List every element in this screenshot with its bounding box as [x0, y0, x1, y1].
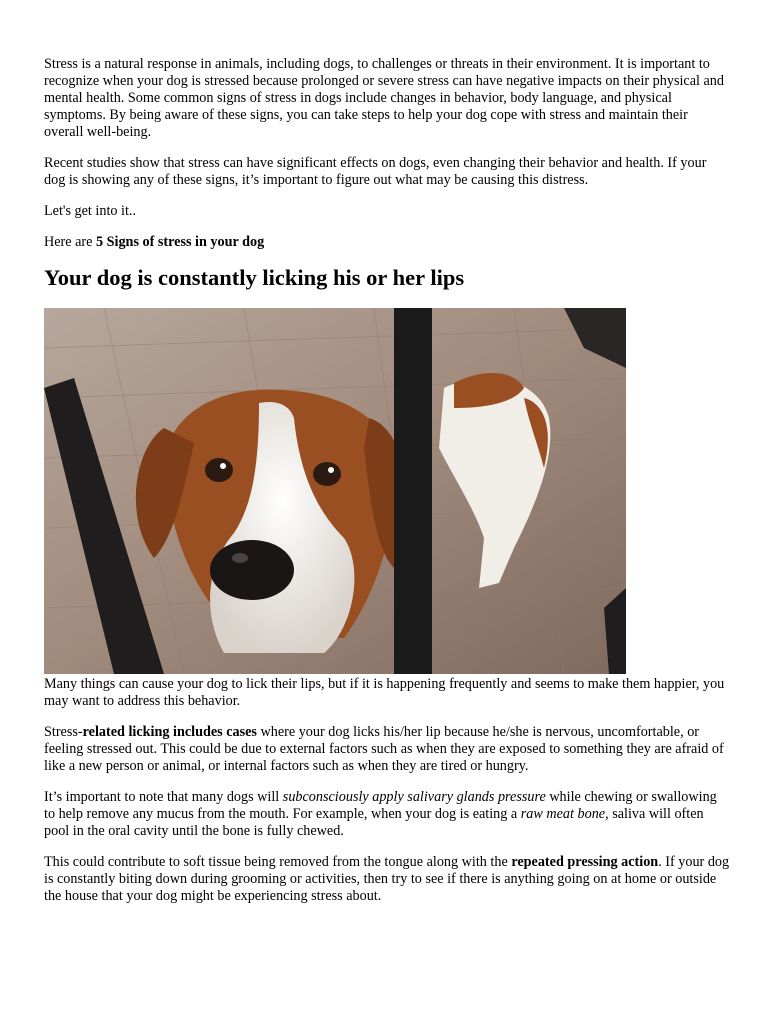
- p2-part-a: Stress-: [44, 724, 83, 740]
- dog-photo-illustration: [44, 308, 626, 674]
- document-body: [44, 56, 730, 919]
- p3-part-a: It’s important to note that many dogs will: [44, 789, 283, 805]
- p3-italic-phrase-2: raw meat bone: [520, 806, 606, 822]
- intro-paragraph-2: Recent studies show that stress can have significant effects on dogs, even changing their behavior and health. If your dog is showing any of these signs, it’s important to figure out what may be causing this distress.: [44, 155, 707, 188]
- signs-count-bold: 5 Signs of stress in your dog: [95, 234, 265, 250]
- section-paragraph-3: [44, 789, 730, 840]
- p2-bold-phrase: related licking includes cases: [82, 724, 257, 740]
- p2-part-b: where your dog licks his/her lip because he/she is nervous, uncomfortable, or feeling stressed out. This could be due to external factors such as when they are exposed to something they are afraid of like a new person or animal, or internal factors such as when they are tired or hungry.: [44, 724, 724, 774]
- dog-photo: [44, 308, 626, 674]
- p4-part-b: . If your dog is constantly biting down during grooming or activities, then try to see if there is anything going on at home or outside the house that your dog might be experiencing stress about.: [44, 854, 730, 904]
- section-paragraph-4: [44, 854, 730, 905]
- section-heading: Your dog is constantly licking his or her lips: [44, 265, 465, 290]
- intro-lead-text: Here are: [44, 234, 96, 250]
- p3-italic-phrase-1: subconsciously apply salivary glands pressure: [282, 789, 546, 805]
- section-paragraph-1: Many things can cause your dog to lick their lips, but if it is happening frequently and seems to make them happier, you may want to address this behavior.: [44, 676, 725, 709]
- p3-part-b: while chewing or swallowing to help remove any mucus from the mouth. For example, when your dog is eating a: [44, 789, 717, 822]
- intro-paragraph-1: Stress is a natural response in animals, including dogs, to challenges or threats in their environment. It is important to recognize when your dog is stressed because prolonged or severe stress can have negative impacts on their physical and mental health. Some common signs of stress in dogs include changes in behavior, body language, and physical symptoms. By being aware of these signs, you can take steps to help your dog cope with stress and maintain their overall well-being.: [44, 56, 724, 140]
- section-paragraph-2: [44, 724, 730, 775]
- intro-paragraph-3: Let's get into it..: [44, 203, 137, 219]
- intro-paragraph-4: [44, 234, 730, 251]
- p4-part-a: This could contribute to soft tissue being removed from the tongue along with the: [44, 854, 512, 870]
- p4-bold-phrase: repeated pressing action: [511, 854, 659, 870]
- p3-part-c: , saliva will often pool in the oral cavity until the bone is fully chewed.: [44, 806, 704, 839]
